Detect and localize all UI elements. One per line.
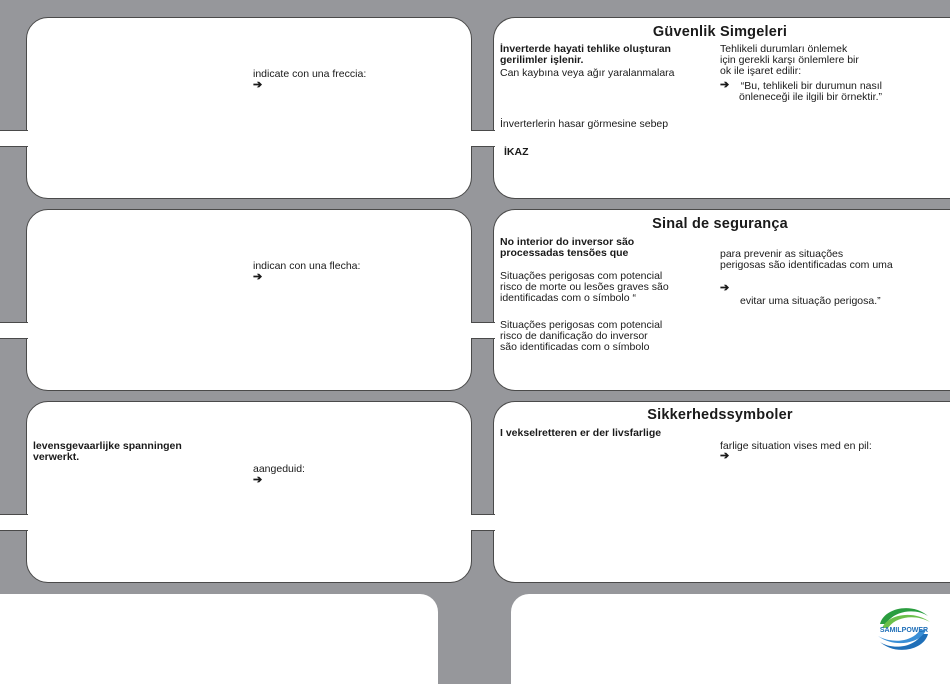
turkish-title: Güvenlik Simgeleri bbox=[652, 24, 788, 40]
arrow-icon: ➔ bbox=[720, 450, 730, 462]
turkish-col1-text2: İnverterlerin hasar görmesine sebep bbox=[500, 118, 669, 130]
right-card-2-tab bbox=[471, 322, 495, 339]
left-card-2-tab bbox=[0, 322, 28, 339]
danish-col1-bold: I vekselretteren er der livsfarlige bbox=[500, 427, 662, 439]
left-card-3-tab bbox=[0, 514, 28, 531]
left-card-2 bbox=[26, 209, 472, 391]
left-card-3-text bbox=[253, 464, 305, 486]
turkish-col2-quote: “Bu, tehlikeli bir durumun nasıl önleneceği ile ilgili bir örnektir.” bbox=[739, 80, 882, 103]
arrow-icon: ➔ bbox=[253, 271, 263, 283]
left-card-1-tab bbox=[0, 130, 28, 147]
left-card-2-line: indican con una flecha: bbox=[253, 260, 361, 272]
portuguese-col2-quote: evitar uma situação perigosa.” bbox=[740, 295, 881, 307]
turkish-col1-bold: İnverterde hayati tehlike oluşturan gerilimler işlenir. bbox=[500, 43, 671, 66]
logo-text: SAMILPOWER bbox=[879, 627, 929, 634]
portuguese-col1-bold: No interior do inversor são processadas tensões que bbox=[500, 236, 635, 259]
portuguese-col2-text: para prevenir as situações perigosas são identificadas com uma bbox=[720, 248, 893, 271]
left-card-2-text bbox=[253, 261, 360, 283]
left-card-3 bbox=[26, 401, 472, 583]
right-card-3-tab bbox=[471, 514, 495, 531]
logo-swirl-icon bbox=[872, 600, 936, 658]
portuguese-title: Sinal de segurança bbox=[652, 216, 788, 232]
arrow-icon: ➔ bbox=[720, 282, 730, 294]
danish-title: Sikkerhedssymboler bbox=[647, 407, 793, 423]
turkish-col1-text: Can kaybına veya ağır yaralanmalara bbox=[500, 67, 675, 79]
danish-col2-text: farlige situation vises med en pil: bbox=[720, 440, 872, 452]
turkish-col2-text: Tehlikeli durumları önlemek için gerekli karşı önlemlere bir ok ile işaret edilir: bbox=[720, 43, 859, 77]
portuguese-col1-text: Situações perigosas com potencial risco de morte ou lesões graves são identificadas com o símbolo “ bbox=[500, 270, 669, 304]
left-card-1-line: indicate con una freccia: bbox=[253, 68, 367, 80]
arrow-icon: ➔ bbox=[253, 79, 263, 91]
samilpower-logo bbox=[872, 600, 936, 658]
left-card-1 bbox=[26, 17, 472, 199]
left-card-1-text bbox=[253, 69, 366, 91]
left-card-3-line: aangeduid: bbox=[253, 463, 305, 475]
turkish-warning-label: İKAZ bbox=[504, 146, 529, 158]
arrow-icon: ➔ bbox=[253, 474, 263, 486]
arrow-icon: ➔ bbox=[720, 79, 730, 91]
left-card-3-bold: levensgevaarlijke spanningen verwerkt. bbox=[33, 440, 182, 463]
portuguese-col1-text2: Situações perigosas com potencial risco de danificação do inversor são identificadas com o símbolo bbox=[500, 319, 663, 353]
right-card-1-tab bbox=[471, 130, 495, 147]
bottom-left-panel bbox=[0, 594, 438, 684]
